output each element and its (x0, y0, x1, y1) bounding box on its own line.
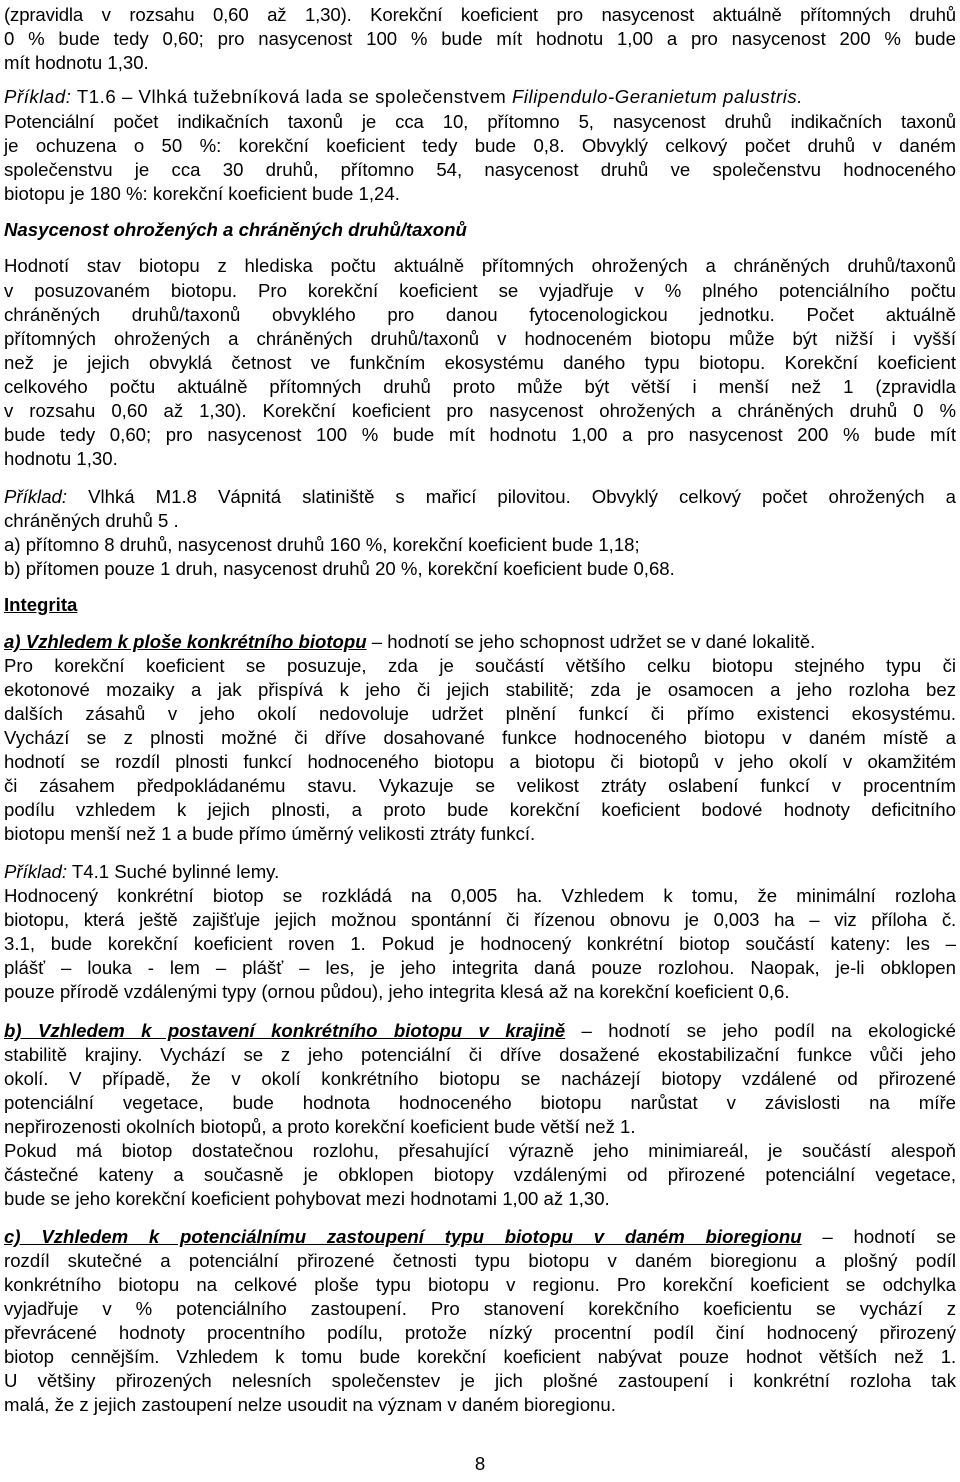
subsection-heading: c) Vzhledem k potenciálnímu zastoupení typu biotopu v daném bioregionu (4, 1226, 802, 1247)
text-line: U většiny přirozených nelesních společenstev je jich plošné zastoupení i konkrétní rozloha tak (4, 1370, 956, 1391)
text-line: Hodnocený konkrétní biotop se rozkládá na 0,005 ha. Vzhledem k tomu, že minimální rozloha (4, 885, 956, 906)
example-text: T1.6 – Vlhká tužebníková lada se společenstvem (71, 86, 512, 107)
subsection-heading: a) Vzhledem k ploše konkrétního biotopu (4, 631, 367, 652)
text-line: plášť – louka - lem – plášť – les, je jeho integrita daná pouze rozlohou. Naopak, je-li obklopen (4, 957, 956, 978)
subsection-text: – hodnotí se jeho podíl na ekologické (565, 1020, 956, 1041)
text-line: konkrétního biotopu na celkové ploše typu biotopu v regionu. Pro korekční koeficient se odchylka (4, 1274, 956, 1295)
text-line: stabilitě krajiny. Vychází se z jeho potenciální či dříve dosažené ekostabilizační funkce vůči jeho (4, 1044, 956, 1065)
text-line: přítomných ohrožených a chráněných druhů/taxonů v hodnoceném biotopu může být nižší i vyšší (4, 328, 956, 349)
text-line: potenciální vegetace, bude hodnota hodnoceného biotopu narůstat v závislosti na míře (4, 1092, 956, 1113)
text-line: podílu vzhledem k jejich plnosti, a proto bude korekční koeficient bodové hodnoty deficitního (4, 799, 956, 820)
list-item: b) přítomen pouze 1 druh, nasycenost druhů 20 %, korekční koeficient bude 0,68. (4, 558, 675, 579)
example-line (4, 85, 956, 109)
text-line: rozdíl skutečné a potenciální přirozené četnosti typu biotopu v daném bioregionu a plošný podíl (4, 1250, 956, 1271)
text-line: ekotonové mozaiky a jak přispívá k jeho či jejich stabilitě; zda je osamocen a jeho rozloha bez (4, 679, 956, 700)
text-line: převrácené hodnoty procentního podílu, protože nízký procentní podíl činí hodnocený přirozený (4, 1322, 956, 1343)
text-line: hodnotu 1,30. (4, 448, 118, 469)
text-line: pouze přírodě vzdálenými typy (ornou půdou), jeho integrita klesá až na korekční koeficient 0,6. (4, 981, 790, 1002)
text-line: částečné kateny a současně je obklopen biotopy vzdálenými od přirozené potenciální vegetace, (4, 1164, 956, 1185)
text-line: mít hodnotu 1,30. (4, 52, 149, 73)
text-line: v posuzovaném biotopu. Pro korekční koeficient se vyjadřuje v % plného potenciálního počtu (4, 280, 956, 301)
text-line: biotopu menší než 1 a bude přímo úměrný velikosti ztráty funkcí. (4, 823, 536, 844)
text-line: chráněných druhů/taxonů obvyklého pro danou fytocenologickou jednotku. Počet aktuálně (4, 304, 956, 325)
text-line: celkového počtu aktuálně přítomných druhů proto může být větší i menší než 1 (zpravidla (4, 376, 956, 397)
text-line: Pro korekční koeficient se posuzuje, zda je součástí většího celku biotopu stejného typu či (4, 655, 956, 676)
page-number: 8 (474, 1453, 486, 1474)
text-line: Potenciální počet indikačních taxonů je cca 10, přítomno 5, nasycenost druhů indikačních taxonů (4, 111, 956, 132)
species-name: Filipendulo-Geranietum palustris. (511, 86, 803, 107)
text-line: okolí. V případě, že v okolí konkrétního biotopu se nacházejí biotopy vzdálené od přirozené (4, 1068, 956, 1089)
text-line: vyjadřuje v % potenciálního zastoupení. Pro stanovení korekčního koeficientu se vychází z (4, 1298, 956, 1319)
text-line: bude se jeho korekční koeficient pohybovat mezi hodnotami 1,00 až 1,30. (4, 1188, 610, 1209)
example-line (4, 485, 956, 509)
text-line: je ochuzena o 50 %: korekční koeficient tedy bude 0,8. Obvyklý celkový počet druhů v daném (4, 135, 956, 156)
subsection-text: – hodnotí se jeho schopnost udržet se v dané lokalitě. (366, 631, 816, 652)
example-text: Vlhká M1.8 Vápnitá slatiniště s mařicí pilovitou. Obvyklý celkový počet ohrožených a (67, 486, 956, 507)
text-line: hodnotí se rozdíl plnosti funkcí hodnoceného biotopu a biotopu či biotopů v jeho okolí v okamžitém (4, 751, 956, 772)
section-heading: Integrita (4, 594, 78, 615)
section-heading: Nasycenost ohrožených a chráněných druhů/taxonů (4, 219, 467, 240)
text-line: 0 % bude tedy 0,60; pro nasycenost 100 % bude mít hodnotu 1,00 a pro nasycenost 200 % bude (4, 28, 956, 49)
text-line: malá, že z jejich zastoupení nelze usoudit na význam v daném bioregionu. (4, 1394, 616, 1415)
example-label: Příklad: (4, 861, 68, 882)
subsection-line (4, 630, 956, 654)
text-line: biotopu, která ještě zajišťuje jejich možnou spontánní či řízenou obnovu je 0,003 ha – viz příloha č. (4, 909, 956, 930)
example-label: Příklad: (4, 486, 68, 507)
example-label: Příklad: (4, 86, 72, 107)
text-line: Hodnotí stav biotopu z hlediska počtu aktuálně přítomných ohrožených a chráněných druhů/taxonů (4, 255, 956, 276)
text-line: bude tedy 0,60; pro nasycenost 100 % bude mít hodnotu 1,00 a pro nasycenost 200 % bude mít (4, 424, 956, 445)
subsection-heading: b) Vzhledem k postavení konkrétního biotopu v krajině (4, 1020, 566, 1041)
text-line: nepřirozenosti okolních biotopů, a proto korekční koeficient bude větší než 1. (4, 1116, 636, 1137)
text-line: biotop cennějším. Vzhledem k tomu bude korekční koeficient nabývat pouze hodnot větších než 1. (4, 1346, 956, 1367)
example-line (4, 860, 956, 884)
text-line: 3.1, bude korekční koeficient roven 1. Pokud je hodnocený konkrétní biotop součástí kateny: les – (4, 933, 956, 954)
text-line: (zpravidla v rozsahu 0,60 až 1,30). Korekční koeficient pro nasycenost aktuálně přítomných druhů (4, 4, 956, 25)
text-line: Pokud má biotop dostatečnou rozlohu, přesahující výrazně jeho minimiareál, je součástí alespoň (4, 1140, 956, 1161)
text-line: než je jejich obvyklá četnost ve funkčním ekosystému daného typu biotopu. Korekční koeficient (4, 352, 956, 373)
subsection-line (4, 1225, 956, 1249)
text-line: dalších zásahů v jeho okolí nedovoluje udržet plnění funkcí či přímo existenci ekosystému. (4, 703, 956, 724)
list-item: a) přítomno 8 druhů, nasycenost druhů 160 %, korekční koeficient bude 1,18; (4, 534, 640, 555)
text-line: či zásahem předpokládanému stavu. Vykazuje se velikost ztráty oslabení funkcí v procentním (4, 775, 956, 796)
subsection-text: – hodnotí se (801, 1226, 957, 1247)
text-line: společenstvu je cca 30 druhů, přítomno 54, nasycenost druhů ve společenstvu hodnoceného (4, 159, 956, 180)
text-line: chráněných druhů 5 . (4, 510, 179, 531)
example-text: T4.1 Suché bylinné lemy. (67, 861, 280, 882)
subsection-line (4, 1019, 956, 1043)
text-line: Vychází se z plnosti možné či dříve dosahované funkce hodnoceného biotopu v daném místě a (4, 727, 956, 748)
text-line: biotopu je 180 %: korekční koeficient bude 1,24. (4, 183, 400, 204)
text-line: v rozsahu 0,60 až 1,30). Korekční koeficient pro nasycenost ohrožených a chráněných druhů 0 % (4, 400, 956, 421)
